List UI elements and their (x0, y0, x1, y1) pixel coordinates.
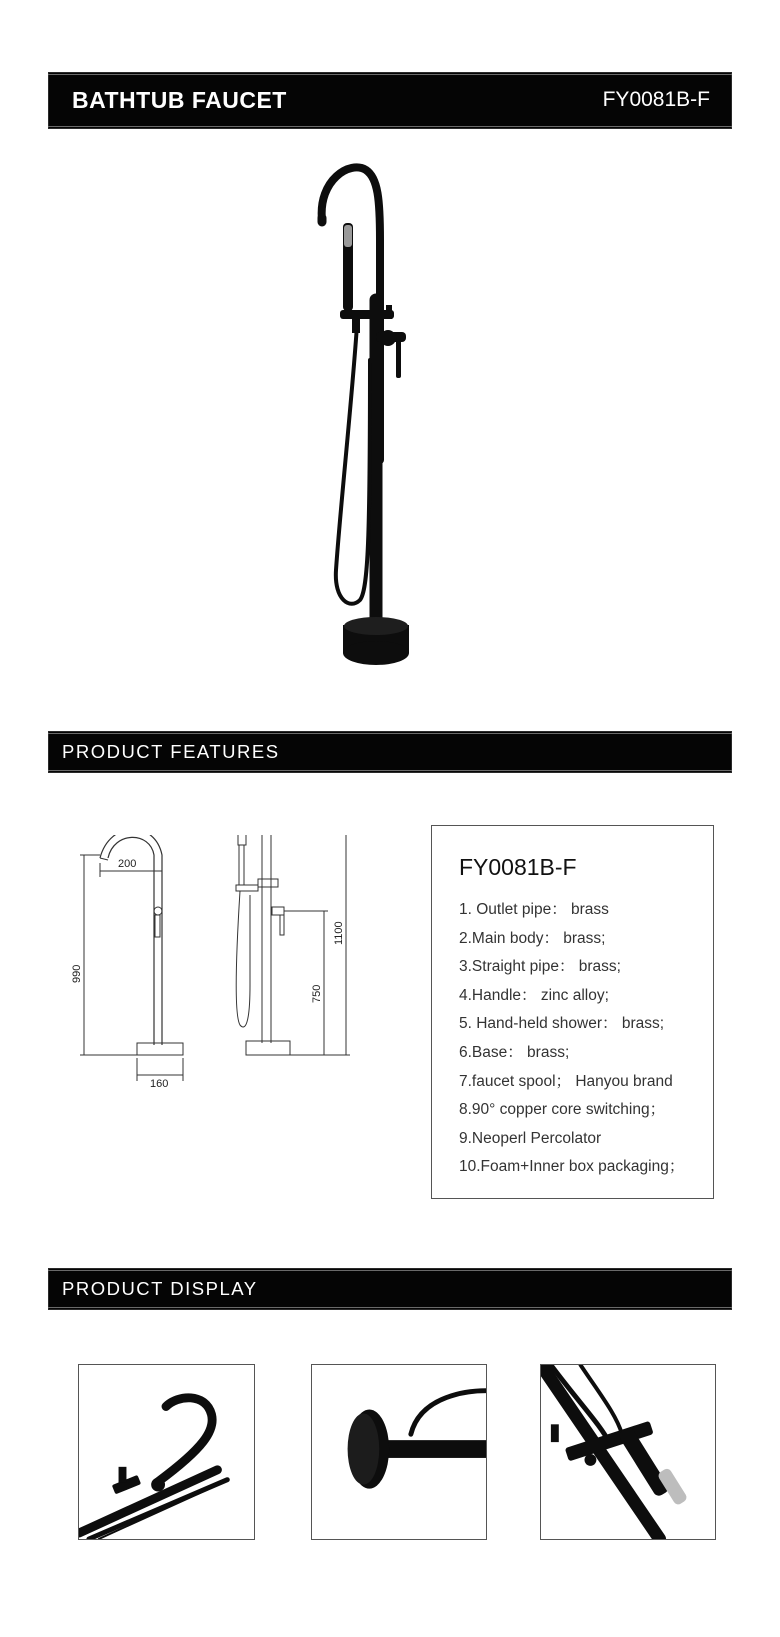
spec-item: 2.Main body： brass; (459, 929, 606, 947)
spec-item: 9.Neoperl Percolator (459, 1129, 602, 1147)
page-title: BATHTUB FAUCET (72, 87, 287, 113)
spec-item: 7.faucet spool； Hanyou brand (459, 1072, 673, 1090)
display-section-bar (48, 1268, 732, 1310)
spec-item: 1. Outlet pipe： brass (459, 901, 609, 918)
spec-list (459, 896, 684, 1182)
spec-item: 4.Handle： zinc alloy; (459, 986, 609, 1004)
features-section-title: PRODUCT FEATURES (62, 741, 280, 762)
spec-title: FY0081B-F (459, 854, 577, 880)
spec-item: 8.90° copper core switching； (459, 1101, 666, 1119)
dim-base-label: 160 (150, 1078, 169, 1090)
spec-item: 5. Hand-held shower： brass; (459, 1015, 665, 1033)
product-hero-image (300, 160, 480, 705)
dim-spout-label: 200 (118, 858, 137, 870)
display-image-shower (540, 1364, 716, 1540)
display-image-spout (78, 1364, 255, 1540)
header-bar (48, 72, 732, 129)
spec-item: 3.Straight pipe： brass; (459, 958, 621, 976)
display-section-title: PRODUCT DISPLAY (62, 1278, 258, 1299)
display-image-base (311, 1364, 487, 1540)
features-section-bar (48, 731, 732, 773)
dim-total-height-label: 1100 (333, 921, 345, 945)
spec-item: 6.Base： brass; (459, 1043, 570, 1061)
model-code: FY0081B-F (602, 88, 710, 111)
dim-handle-height-label: 750 (311, 984, 323, 1003)
dim-height-left-label: 990 (71, 964, 83, 983)
technical-drawing (70, 835, 370, 1215)
spec-box (431, 825, 714, 1199)
spec-item: 10.Foam+Inner box packaging； (459, 1158, 685, 1176)
